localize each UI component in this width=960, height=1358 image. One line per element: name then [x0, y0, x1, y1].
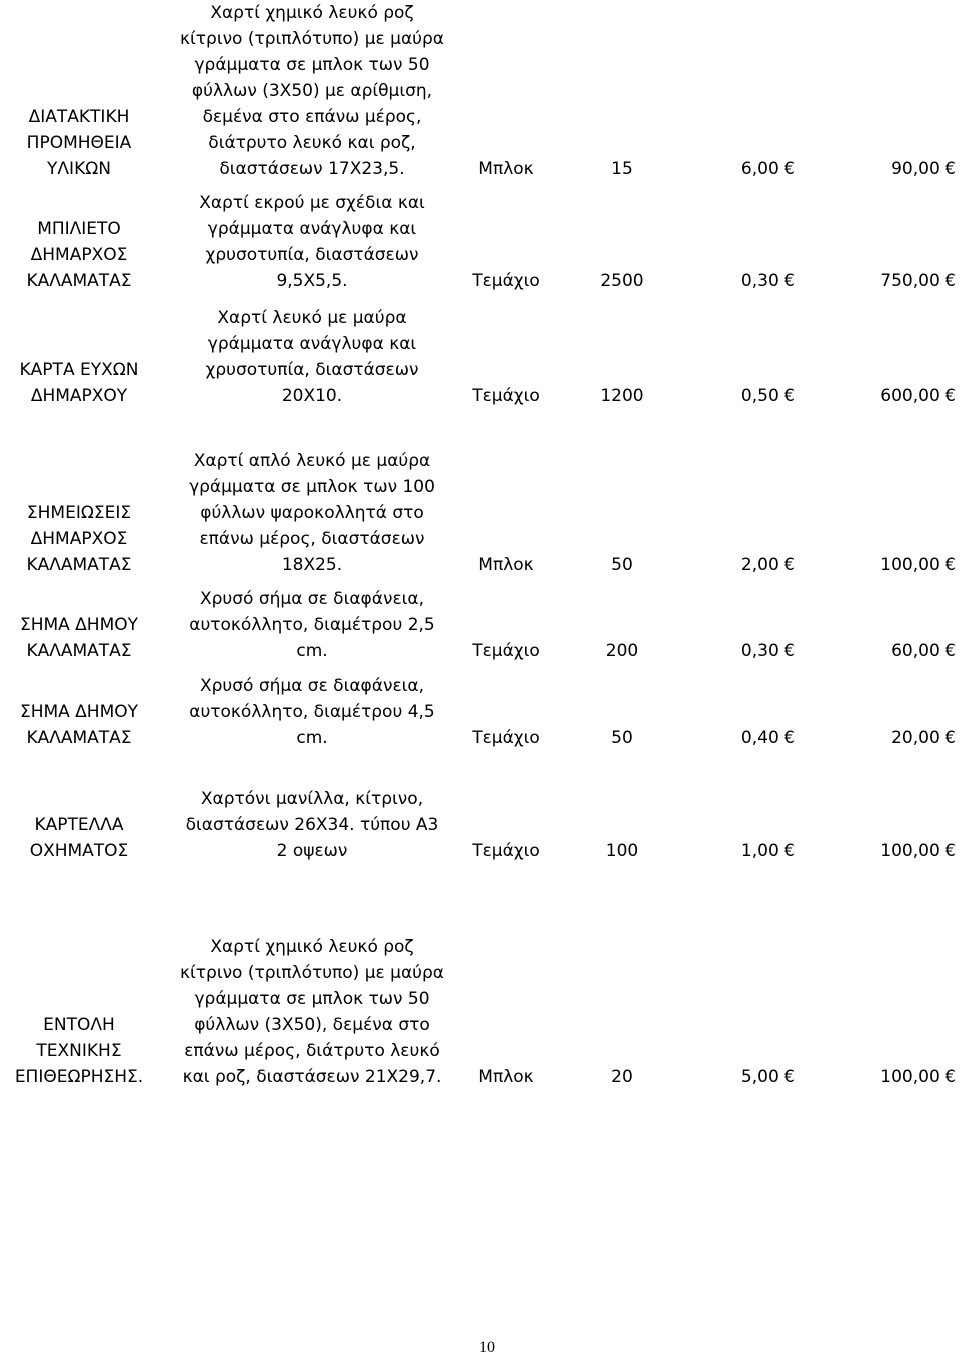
- item-row: [0, 934, 960, 1090]
- item-unit-price: 0,30 €: [740, 271, 795, 291]
- item-name-line: ΕΠΙΘΕΩΡΗΣΗΣ.: [14, 1067, 144, 1087]
- item-total: 750,00 €: [880, 271, 956, 291]
- item-description-line: Χαρτί λευκό με μαύρα: [217, 308, 407, 328]
- item-unit-price: 2,00 €: [740, 555, 795, 575]
- item-description-line: cm.: [296, 728, 328, 748]
- page-number: 10: [479, 1339, 495, 1356]
- item-total: 90,00 €: [891, 159, 956, 179]
- item-name-line: ΚΑΛΑΜΑΤΑΣ: [26, 271, 132, 291]
- item-name-line: ΣΗΜΑ ΔΗΜΟΥ: [19, 702, 139, 722]
- item-row: [0, 190, 960, 294]
- item-unit: Μπλοκ: [478, 1067, 534, 1087]
- item-name-line: ΔΗΜΑΡΧΟΥ: [30, 386, 128, 406]
- item-description-line: φύλλων ψαροκολλητά στο: [200, 503, 424, 523]
- item-quantity: 1200: [600, 386, 644, 406]
- item-description-line: Χαρτί απλό λευκό με μαύρα: [193, 451, 431, 471]
- item-name-line: ΔΗΜΑΡΧΟΣ: [30, 245, 128, 265]
- item-unit-price: 0,30 €: [740, 641, 795, 661]
- item-unit: Τεμάχιο: [472, 271, 540, 291]
- item-unit: Μπλοκ: [478, 555, 534, 575]
- item-name-line: ΚΑΛΑΜΑΤΑΣ: [26, 728, 132, 748]
- item-description-line: κίτρινο (τριπλότυπο) με μαύρα: [180, 29, 444, 49]
- item-total: 600,00 €: [880, 386, 956, 406]
- item-quantity: 100: [605, 841, 639, 861]
- item-description: [172, 448, 452, 578]
- item-description-line: Χρυσό σήμα σε διαφάνεια,: [199, 589, 425, 609]
- item-description-line: χρυσοτυπία, διαστάσεων: [205, 245, 419, 265]
- item-row: [0, 305, 960, 409]
- item-name: [0, 357, 158, 409]
- item-row: [0, 448, 960, 578]
- item-description-line: διαστάσεων 17Χ23,5.: [219, 159, 405, 179]
- item-description-line: γράμματα ανάγλυφα και: [207, 334, 417, 354]
- item-description-line: γράμματα σε μπλοκ των 50: [194, 989, 430, 1009]
- item-unit-price: 0,40 €: [740, 728, 795, 748]
- item-description: [172, 305, 452, 409]
- item-unit: Τεμάχιο: [472, 386, 540, 406]
- item-unit: Μπλοκ: [478, 159, 534, 179]
- item-description-line: επάνω μέρος, διαστάσεων: [199, 529, 425, 549]
- item-name: [0, 500, 158, 578]
- item-description: [172, 190, 452, 294]
- item-total: 100,00 €: [880, 841, 956, 861]
- item-unit-price: 1,00 €: [740, 841, 795, 861]
- item-quantity: 50: [611, 555, 633, 575]
- item-name-line: ΚΑΡΤΕΛΛΑ: [34, 815, 124, 835]
- item-total: 100,00 €: [880, 1067, 956, 1087]
- item-description-line: αυτοκόλλητο, διαμέτρου 2,5: [189, 615, 435, 635]
- item-name: [0, 699, 158, 751]
- item-total: 100,00 €: [880, 555, 956, 575]
- item-description-line: φύλλων (3Χ50), δεμένα στο: [194, 1015, 430, 1035]
- item-description-line: δεμένα στο επάνω μέρος,: [202, 107, 422, 127]
- item-description-line: κίτρινο (τριπλότυπο) με μαύρα: [180, 963, 444, 983]
- item-name-line: ΟΧΗΜΑΤΟΣ: [29, 841, 129, 861]
- item-name-line: ΕΝΤΟΛΗ: [43, 1015, 115, 1035]
- item-description-line: 2 οψεων: [276, 841, 348, 861]
- item-total: 20,00 €: [891, 728, 956, 748]
- item-description-line: Χρυσό σήμα σε διαφάνεια,: [199, 676, 425, 696]
- item-name-line: ΚΑΛΑΜΑΤΑΣ: [26, 641, 132, 661]
- item-quantity: 15: [611, 159, 633, 179]
- item-unit-price: 0,50 €: [740, 386, 795, 406]
- item-description-line: φύλλων (3Χ50) με αρίθμιση,: [191, 81, 433, 101]
- item-description-line: Χαρτόνι μανίλλα, κίτρινο,: [200, 789, 424, 809]
- item-name: [0, 1012, 158, 1090]
- item-description-line: επάνω μέρος, διάτρυτο λευκό: [184, 1041, 440, 1061]
- item-row: [0, 673, 960, 751]
- item-name: [0, 216, 158, 294]
- item-name-line: ΜΠΙΛΙΕΤΟ: [37, 219, 121, 239]
- item-name: [0, 104, 158, 182]
- item-description: [172, 934, 452, 1090]
- item-name-line: ΚΑΛΑΜΑΤΑΣ: [26, 555, 132, 575]
- item-name-line: ΔΗΜΑΡΧΟΣ: [30, 529, 128, 549]
- item-quantity: 50: [611, 728, 633, 748]
- item-description-line: χρυσοτυπία, διαστάσεων: [205, 360, 419, 380]
- item-name-line: ΔΙΑΤΑΚΤΙΚΗ: [28, 107, 130, 127]
- item-quantity: 20: [611, 1067, 633, 1087]
- item-description-line: Χαρτί χημικό λευκό ροζ: [210, 937, 414, 957]
- item-row: [0, 786, 960, 864]
- item-name-line: ΤΕΧΝΙΚΗΣ: [36, 1041, 122, 1061]
- item-name: [0, 612, 158, 664]
- item-description-line: 9,5Χ5,5.: [276, 271, 348, 291]
- item-name-line: ΣΗΜΑ ΔΗΜΟΥ: [19, 615, 139, 635]
- item-name-line: ΠΡΟΜΗΘΕΙΑ: [26, 133, 132, 153]
- item-description-line: Χαρτί χημικό λευκό ροζ: [210, 3, 414, 23]
- item-unit-price: 6,00 €: [740, 159, 795, 179]
- item-row: [0, 0, 960, 182]
- item-description-line: και ροζ, διαστάσεων 21Χ29,7.: [182, 1067, 442, 1087]
- item-description-line: cm.: [296, 641, 328, 661]
- item-name-line: ΚΑΡΤΑ ΕΥΧΩΝ: [19, 360, 139, 380]
- item-name-line: ΣΗΜΕΙΩΣΕΙΣ: [26, 503, 132, 523]
- item-total: 60,00 €: [891, 641, 956, 661]
- item-description-line: γράμματα ανάγλυφα και: [207, 219, 417, 239]
- item-unit-price: 5,00 €: [740, 1067, 795, 1087]
- item-description-line: διαστάσεων 26Χ34. τύπου Α3: [185, 815, 439, 835]
- item-row: [0, 586, 960, 664]
- item-description-line: 18Χ25.: [281, 555, 343, 575]
- item-description: [172, 586, 452, 664]
- item-description-line: αυτοκόλλητο, διαμέτρου 4,5: [189, 702, 435, 722]
- item-description-line: 20Χ10.: [281, 386, 343, 406]
- item-quantity: 200: [605, 641, 639, 661]
- item-unit: Τεμάχιο: [472, 728, 540, 748]
- item-description: [172, 786, 452, 864]
- item-name: [0, 812, 158, 864]
- item-unit: Τεμάχιο: [472, 641, 540, 661]
- item-description: [172, 673, 452, 751]
- item-description: [172, 0, 452, 182]
- item-description-line: γράμματα σε μπλοκ των 50: [194, 55, 430, 75]
- item-description-line: γράμματα σε μπλοκ των 100: [189, 477, 435, 497]
- item-description-line: διάτρυτο λευκό και ροζ,: [208, 133, 416, 153]
- item-name-line: ΥΛΙΚΩΝ: [47, 159, 111, 179]
- item-quantity: 2500: [600, 271, 644, 291]
- item-description-line: Χαρτί εκρού με σχέδια και: [199, 193, 425, 213]
- item-unit: Τεμάχιο: [472, 841, 540, 861]
